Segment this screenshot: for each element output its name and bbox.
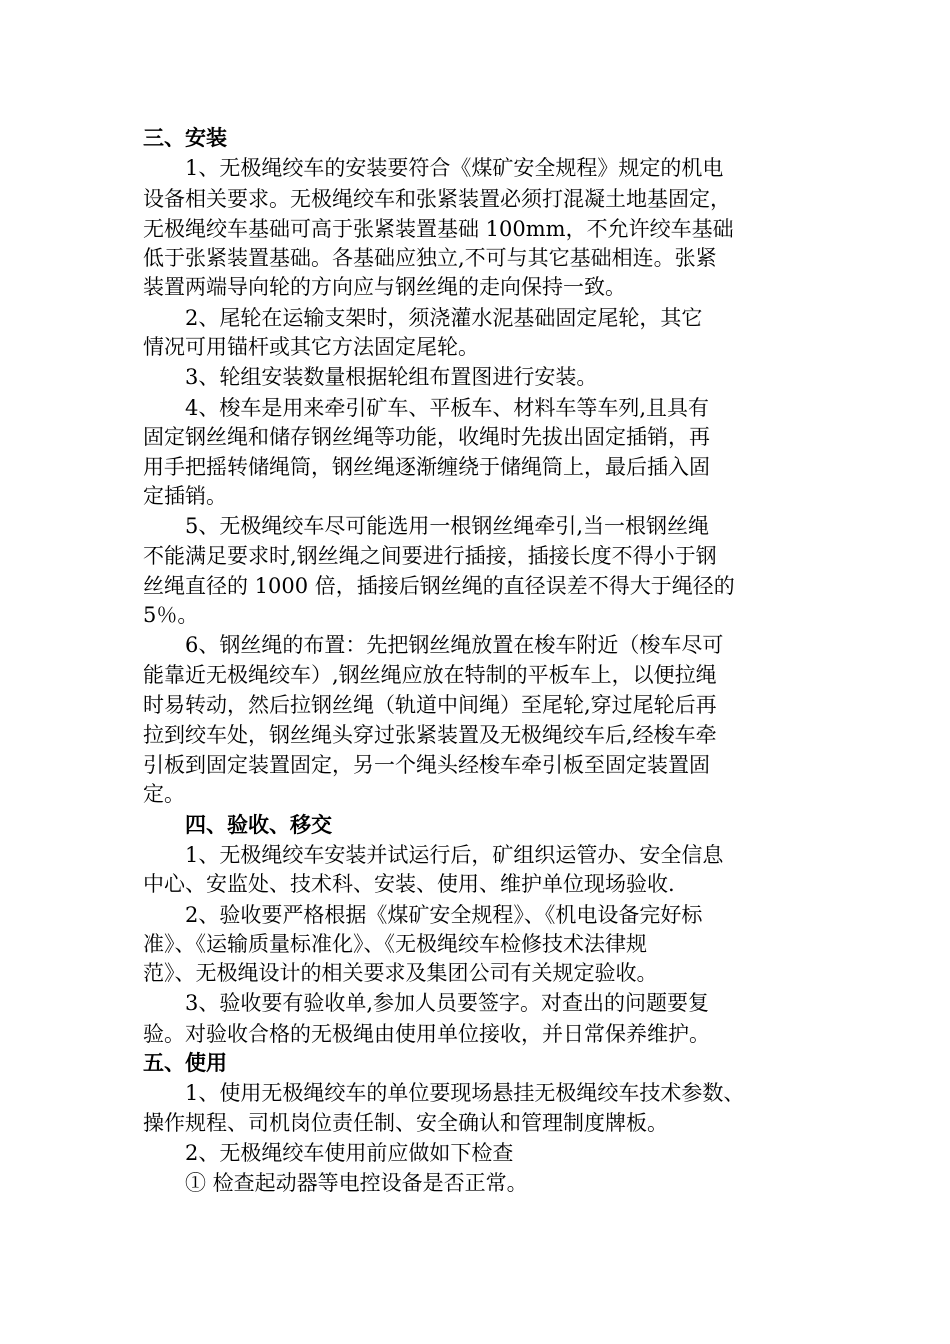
section-heading-usage: 五、使用 (143, 1051, 227, 1075)
paragraph-line: 固定钢丝绳和储存钢丝绳等功能，收绳时先拔出固定插销，再 (143, 425, 710, 449)
paragraph-line: 2、尾轮在运输支架时，须浇灌水泥基础固定尾轮，其它 (143, 306, 703, 330)
paragraph-line: 1、无极绳绞车的安装要符合《煤矿安全规程》规定的机电 (143, 156, 724, 180)
paragraph-line: 2、验收要严格根据《煤矿安全规程》、《机电设备完好标 (143, 903, 703, 927)
paragraph-line: 2、无极绳绞车使用前应做如下检查 (143, 1141, 514, 1165)
paragraph-line: 拉到绞车处，钢丝绳头穿过张紧装置及无极绳绞车后,经梭车牵 (143, 723, 717, 747)
paragraph-line: ① 检查起动器等电控设备是否正常。 (143, 1171, 528, 1195)
paragraph-line: 引板到固定装置固定，另一个绳头经梭车牵引板至固定装置固 (143, 753, 710, 777)
paragraph-line: 5％。 (143, 603, 199, 627)
paragraph-line: 准》、《运输质量标准化》、《无极绳绞车检修技术法律规 (143, 932, 647, 956)
paragraph-line: 验。对验收合格的无极绳由使用单位接收，并日常保养维护。 (143, 1022, 710, 1046)
paragraph-line: 低于张紧装置基础。各基础应独立,不可与其它基础相连。张紧 (143, 246, 717, 270)
section-heading-acceptance: 四、验收、移交 (143, 813, 332, 837)
paragraph-line: 用手把摇转储绳筒，钢丝绳逐渐缠绕于储绳筒上，最后插入固 (143, 455, 710, 479)
paragraph-line: 不能满足要求时,钢丝绳之间要进行插接，插接长度不得小于钢 (143, 544, 717, 568)
paragraph-line: 中心、安监处、技术科、安装、使用、维护单位现场验收. (143, 872, 675, 896)
paragraph-line: 4、梭车是用来牵引矿车、平板车、材料车等车列,且具有 (143, 396, 710, 420)
section-heading-install: 三、安装 (143, 126, 227, 150)
paragraph-line: 1、使用无极绳绞车的单位要现场悬挂无极绳绞车技术参数、 (143, 1081, 745, 1105)
paragraph-line: 情况可用锚杆或其它方法固定尾轮。 (143, 335, 479, 359)
paragraph-line: 时易转动，然后拉钢丝绳（轨道中间绳）至尾轮,穿过尾轮后再 (143, 693, 717, 717)
paragraph-line: 操作规程、司机岗位责任制、安全确认和管理制度牌板。 (143, 1111, 668, 1135)
paragraph-line: 定。 (143, 782, 185, 806)
paragraph-line: 5、无极绳绞车尽可能选用一根钢丝绳牵引,当一根钢丝绳 (143, 514, 710, 538)
paragraph-line: 能靠近无极绳绞车）,钢丝绳应放在特制的平板车上，以便拉绳 (143, 663, 717, 687)
paragraph-line: 6、钢丝绳的布置：先把钢丝绳放置在梭车附近（梭车尽可 (143, 633, 724, 657)
paragraph-line: 1、无极绳绞车安装并试运行后，矿组织运管办、安全信息 (143, 843, 724, 867)
paragraph-line: 定插销。 (143, 484, 227, 508)
paragraph-line: 丝绳直径的 1000 倍，插接后钢丝绳的直径误差不得大于绳径的 (143, 574, 735, 598)
paragraph-line: 设备相关要求。无极绳绞车和张紧装置必须打混凝土地基固定， (143, 187, 731, 211)
paragraph-line: 3、验收要有验收单,参加人员要签字。对查出的问题要复 (143, 991, 710, 1015)
paragraph-line: 无极绳绞车基础可高于张紧装置基础 100mm，不允许绞车基础 (143, 217, 734, 241)
paragraph-line: 3、轮组安装数量根据轮组布置图进行安装。 (143, 365, 598, 389)
paragraph-line: 范》、无极绳设计的相关要求及集团公司有关规定验收。 (143, 961, 658, 985)
paragraph-line: 装置两端导向轮的方向应与钢丝绳的走向保持一致。 (143, 275, 626, 299)
